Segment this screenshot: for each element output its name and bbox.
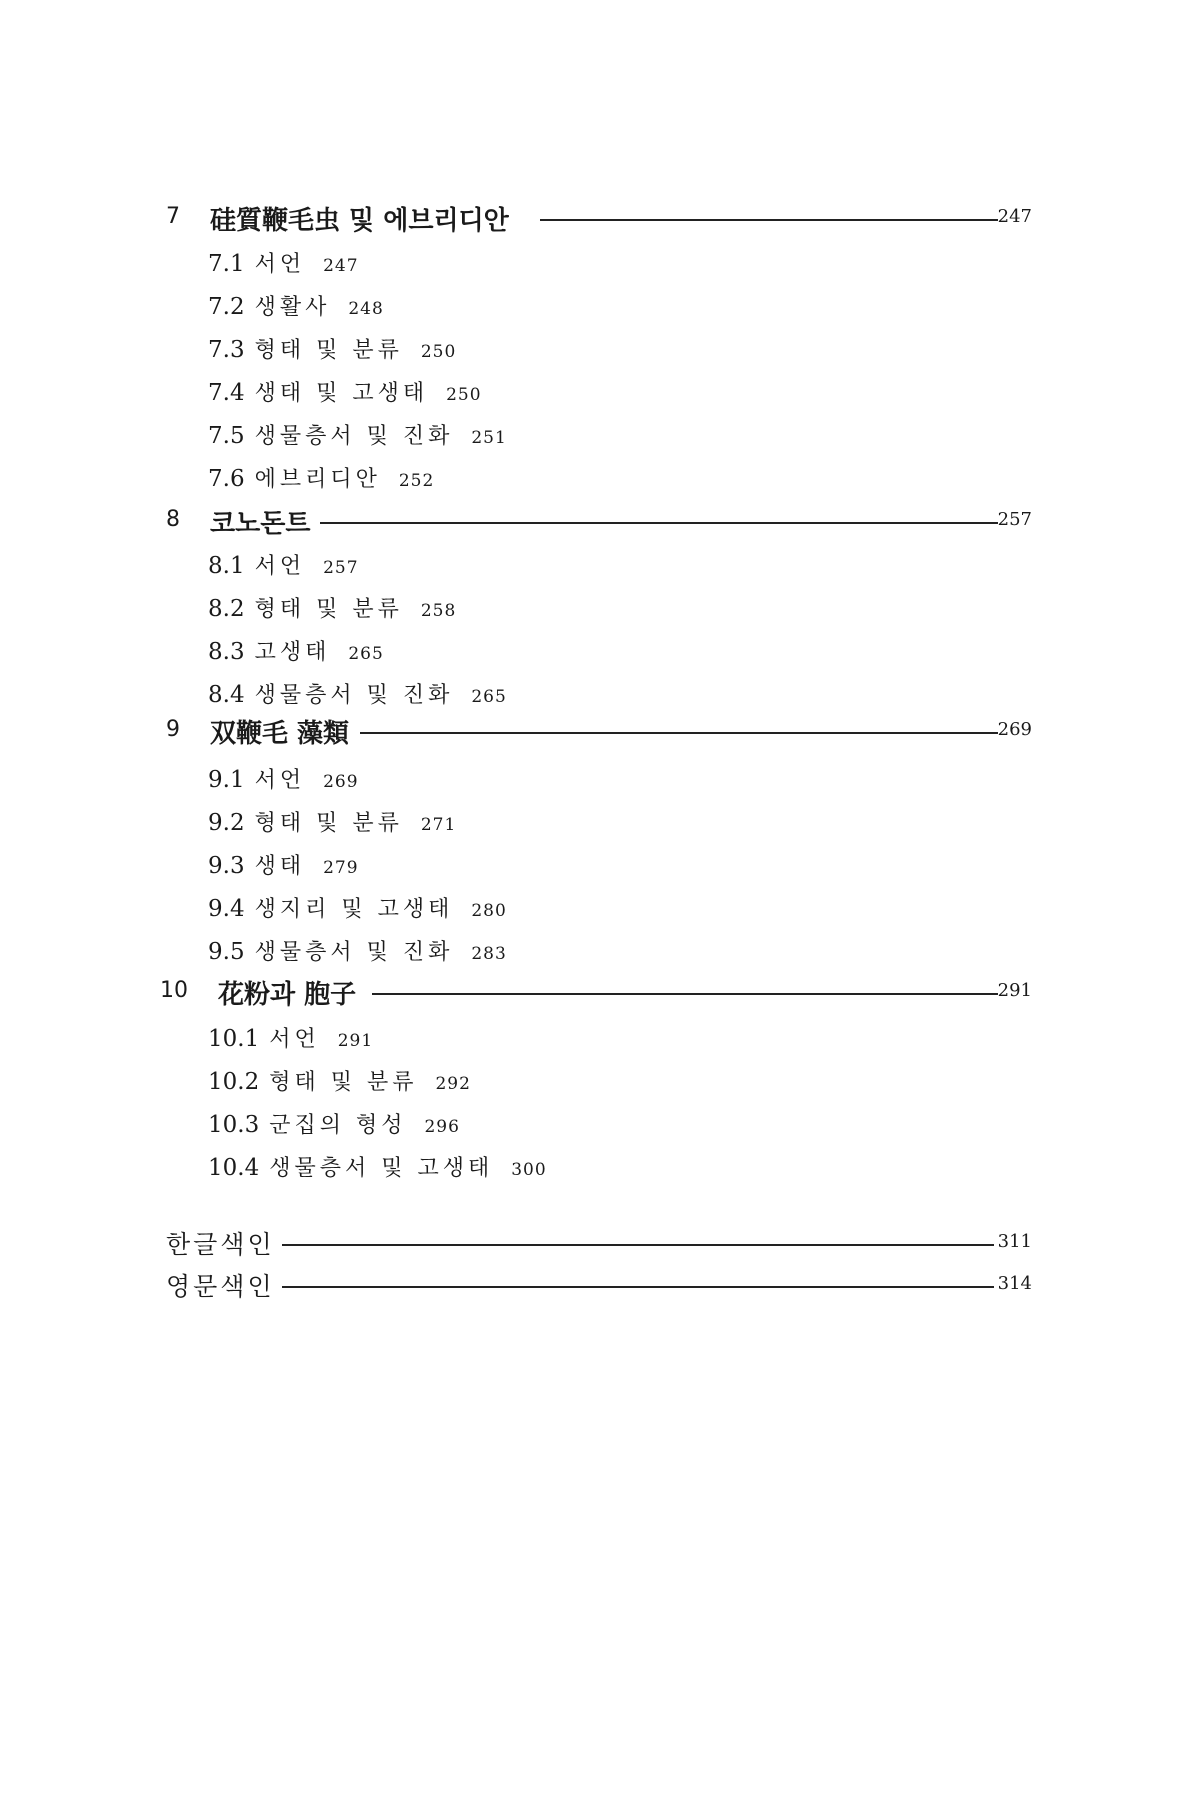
section-page: 300 <box>511 1160 547 1180</box>
toc-section-9-1[interactable] <box>208 763 359 797</box>
section-title: 생물층서 및 고생태 <box>269 1156 494 1181</box>
section-page: 257 <box>323 558 359 578</box>
section-number: 8.2 <box>208 596 245 622</box>
section-title: 형태 및 분류 <box>254 811 403 836</box>
toc-section-7-5[interactable] <box>208 419 507 453</box>
section-title: 형태 및 분류 <box>269 1070 418 1095</box>
chapter-page: 269 <box>997 719 1032 740</box>
section-number: 10.2 <box>208 1069 260 1095</box>
section-page: 250 <box>446 385 482 405</box>
dot-leader <box>282 1244 994 1246</box>
section-title: 에브리디안 <box>254 467 381 492</box>
section-number: 8.3 <box>208 639 245 665</box>
section-page: 250 <box>420 342 457 362</box>
section-title: 생물층서 및 진화 <box>254 683 454 708</box>
section-number: 7.3 <box>208 337 245 363</box>
section-page: 248 <box>348 299 384 319</box>
section-number: 10.3 <box>208 1112 260 1138</box>
section-page: 251 <box>471 428 507 448</box>
section-page: 269 <box>323 772 359 792</box>
toc-section-7-3[interactable] <box>208 333 456 367</box>
section-number: 9.3 <box>208 853 245 879</box>
section-number: 8.4 <box>208 682 245 708</box>
section-page: 271 <box>420 815 457 835</box>
toc-section-10-1[interactable] <box>208 1022 373 1056</box>
section-number: 7.2 <box>208 294 245 320</box>
dot-leader <box>540 219 998 221</box>
chapter-number: 7 <box>166 204 180 229</box>
section-title: 형태 및 분류 <box>254 597 403 622</box>
chapter-7-heading[interactable] <box>0 200 1200 240</box>
toc-section-7-4[interactable] <box>208 376 482 410</box>
section-number: 8.1 <box>208 553 245 579</box>
index-korean[interactable] <box>0 1225 1200 1265</box>
chapter-9-heading[interactable] <box>0 713 1200 753</box>
section-page: 291 <box>337 1031 374 1051</box>
section-title: 서언 <box>269 1027 320 1052</box>
section-page: 247 <box>323 256 359 276</box>
index-english[interactable] <box>0 1267 1200 1307</box>
chapter-title: 花粉과 胞子 <box>218 980 357 1010</box>
chapter-8-heading[interactable] <box>0 503 1200 543</box>
section-page: 258 <box>420 601 457 621</box>
toc-section-10-3[interactable] <box>208 1108 460 1142</box>
chapter-number: 8 <box>166 507 180 532</box>
section-title: 형태 및 분류 <box>254 338 403 363</box>
toc-section-8-2[interactable] <box>208 592 456 626</box>
section-title: 생물층서 및 진화 <box>254 424 454 449</box>
section-page: 252 <box>398 471 435 491</box>
chapter-page: 257 <box>997 509 1032 530</box>
toc-section-8-3[interactable] <box>208 635 384 669</box>
chapter-title: 双鞭毛 藻類 <box>210 719 350 749</box>
chapter-10-heading[interactable] <box>0 974 1200 1014</box>
toc-section-7-2[interactable] <box>208 290 384 324</box>
section-title: 생물층서 및 진화 <box>254 940 454 965</box>
toc-section-9-4[interactable] <box>208 892 507 926</box>
toc-section-10-2[interactable] <box>208 1065 471 1099</box>
section-number: 9.4 <box>208 896 245 922</box>
dot-leader <box>282 1286 994 1288</box>
section-number: 7.6 <box>208 466 245 492</box>
section-title: 서언 <box>254 252 306 277</box>
chapter-title: 코노돈트 <box>210 509 311 539</box>
dot-leader <box>360 732 998 734</box>
index-title: 한글색인 <box>166 1230 275 1259</box>
toc-section-9-2[interactable] <box>208 806 456 840</box>
dot-leader <box>320 522 998 524</box>
section-page: 265 <box>471 687 507 707</box>
section-number: 10.1 <box>208 1026 260 1052</box>
dot-leader <box>372 993 998 995</box>
toc-section-8-4[interactable] <box>208 678 507 712</box>
section-number: 10.4 <box>208 1155 260 1181</box>
section-number: 7.5 <box>208 423 245 449</box>
toc-section-10-4[interactable] <box>208 1151 547 1185</box>
section-page: 283 <box>471 944 507 964</box>
toc-section-8-1[interactable] <box>208 549 359 583</box>
chapter-page: 247 <box>997 206 1032 227</box>
section-number: 9.1 <box>208 767 245 793</box>
section-page: 296 <box>424 1117 460 1137</box>
chapter-number: 10 <box>160 978 188 1003</box>
section-title: 생태 <box>254 854 306 879</box>
toc-section-9-5[interactable] <box>208 935 507 969</box>
section-title: 군집의 형성 <box>269 1113 407 1138</box>
section-number: 7.4 <box>208 380 245 406</box>
section-number: 7.1 <box>208 251 245 277</box>
index-page: 311 <box>997 1231 1032 1252</box>
section-page: 292 <box>435 1074 471 1094</box>
toc-section-9-3[interactable] <box>208 849 359 883</box>
section-title: 생지리 및 고생태 <box>254 897 454 922</box>
toc-section-7-1[interactable] <box>208 247 359 281</box>
section-title: 생활사 <box>254 295 331 320</box>
section-title: 생태 및 고생태 <box>254 381 429 406</box>
section-title: 서언 <box>254 554 306 579</box>
toc-section-7-6[interactable] <box>208 462 434 496</box>
chapter-number: 9 <box>166 717 180 742</box>
section-page: 265 <box>348 644 384 664</box>
chapter-title: 硅質鞭毛虫 및 에브리디안 <box>210 206 509 236</box>
section-title: 고생태 <box>254 640 331 665</box>
index-page: 314 <box>997 1273 1032 1294</box>
section-title: 서언 <box>254 768 306 793</box>
index-title: 영문색인 <box>166 1272 275 1301</box>
chapter-page: 291 <box>997 980 1032 1001</box>
section-number: 9.5 <box>208 939 245 965</box>
section-page: 279 <box>323 858 359 878</box>
section-number: 9.2 <box>208 810 245 836</box>
section-page: 280 <box>471 901 507 921</box>
